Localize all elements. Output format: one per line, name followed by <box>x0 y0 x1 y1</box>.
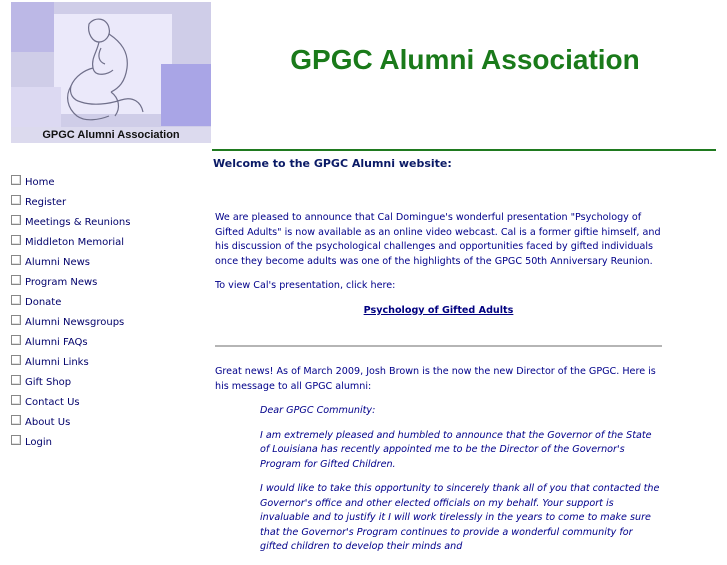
nav-link-meetings[interactable]: Meetings & Reunions <box>25 217 131 228</box>
nav-item-home[interactable] <box>11 173 130 193</box>
bullet-box-icon <box>11 355 21 365</box>
nav-item-about[interactable] <box>11 413 130 433</box>
nav-link-donate[interactable]: Donate <box>25 297 62 308</box>
bullet-box-icon <box>11 315 21 325</box>
news-intro-text: Great news! As of March 2009, Josh Brown is the now the new Director of the GPGC. Here is his message to all GPGC alumni: <box>215 366 656 392</box>
view-prompt-text: To view Cal's presentation, click here: <box>215 280 396 291</box>
bullet-box-icon <box>11 275 21 285</box>
nav-link-login[interactable]: Login <box>25 437 52 448</box>
bullet-box-icon <box>11 375 21 385</box>
title-divider <box>212 149 716 151</box>
logo-caption: GPGC Alumni Association <box>11 127 211 143</box>
presentation-link-row <box>215 304 662 319</box>
letter-paragraph: I am extremely pleased and humbled to announce that the Governor of the State of Louisiana has recently appointed me to be the Director of the Governor's Program for Gifted Children. <box>260 429 652 470</box>
nav-link-contact[interactable]: Contact Us <box>25 397 80 408</box>
bullet-box-icon <box>11 415 21 425</box>
letter-paragraph: I would like to take this opportunity to sincerely thank all of you that contacted the Governor's office and other elected officials on my behalf. Your support is invaluable and to justify it I will work tirelessly in the years to come to make sure that the Governor's Program continues to provide a wonderful community for gifted children to develop their minds and <box>260 483 660 552</box>
bullet-box-icon <box>11 175 21 185</box>
bullet-box-icon <box>11 215 21 225</box>
nav-link-newsgroups[interactable]: Alumni Newsgroups <box>25 317 125 328</box>
nav-item-contact[interactable] <box>11 393 130 413</box>
nav-link-faqs[interactable]: Alumni FAQs <box>25 337 88 348</box>
sidebar-nav <box>11 173 130 453</box>
nav-item-register[interactable] <box>11 193 130 213</box>
nav-item-middleton[interactable] <box>11 233 130 253</box>
nav-item-program-news[interactable] <box>11 273 130 293</box>
nav-item-alumni-news[interactable] <box>11 253 130 273</box>
nav-item-newsgroups[interactable] <box>11 313 130 333</box>
letter-greeting: Dear GPGC Community: <box>260 405 376 416</box>
bullet-box-icon <box>11 255 21 265</box>
nav-link-alumni-news[interactable]: Alumni News <box>25 257 91 268</box>
logo-block <box>161 64 211 126</box>
nav-link-about[interactable]: About Us <box>25 417 71 428</box>
nav-item-links[interactable] <box>11 353 130 373</box>
nav-link-register[interactable]: Register <box>25 197 67 208</box>
welcome-heading: Welcome to the GPGC Alumni website: <box>213 157 452 170</box>
presentation-link[interactable]: Psychology of Gifted Adults <box>363 304 514 316</box>
site-title: GPGC Alumni Association <box>290 44 640 75</box>
site-logo <box>11 2 211 143</box>
bullet-box-icon <box>11 295 21 305</box>
bullet-box-icon <box>11 395 21 405</box>
announcement-text: We are pleased to announce that Cal Domingue's wonderful presentation "Psychology of Gifted Adults" is now available as an online video webcast. Cal is a former giftie himself, and his discussion of the psychological challenges and opportunities faced by gifted individuals once they become adults was one of the highlights of the GPGC 50th Anniversary Reunion. <box>215 212 661 267</box>
bullet-box-icon <box>11 335 21 345</box>
nav-item-login[interactable] <box>11 433 130 453</box>
nav-item-gift-shop[interactable] <box>11 373 130 393</box>
main-content <box>215 211 662 565</box>
nav-link-home[interactable]: Home <box>25 177 55 188</box>
nav-link-program-news[interactable]: Program News <box>25 277 98 288</box>
nav-item-meetings[interactable] <box>11 213 130 233</box>
nav-link-middleton[interactable]: Middleton Memorial <box>25 237 125 248</box>
nav-item-faqs[interactable] <box>11 333 130 353</box>
bullet-box-icon <box>11 235 21 245</box>
nav-link-gift-shop[interactable]: Gift Shop <box>25 377 72 388</box>
content-divider <box>215 345 662 347</box>
bullet-box-icon <box>11 435 21 445</box>
nav-item-donate[interactable] <box>11 293 130 313</box>
thinker-statue-icon <box>49 12 159 124</box>
logo-block <box>11 2 54 52</box>
nav-link-links[interactable]: Alumni Links <box>25 357 89 368</box>
director-letter <box>260 404 662 555</box>
bullet-box-icon <box>11 195 21 205</box>
